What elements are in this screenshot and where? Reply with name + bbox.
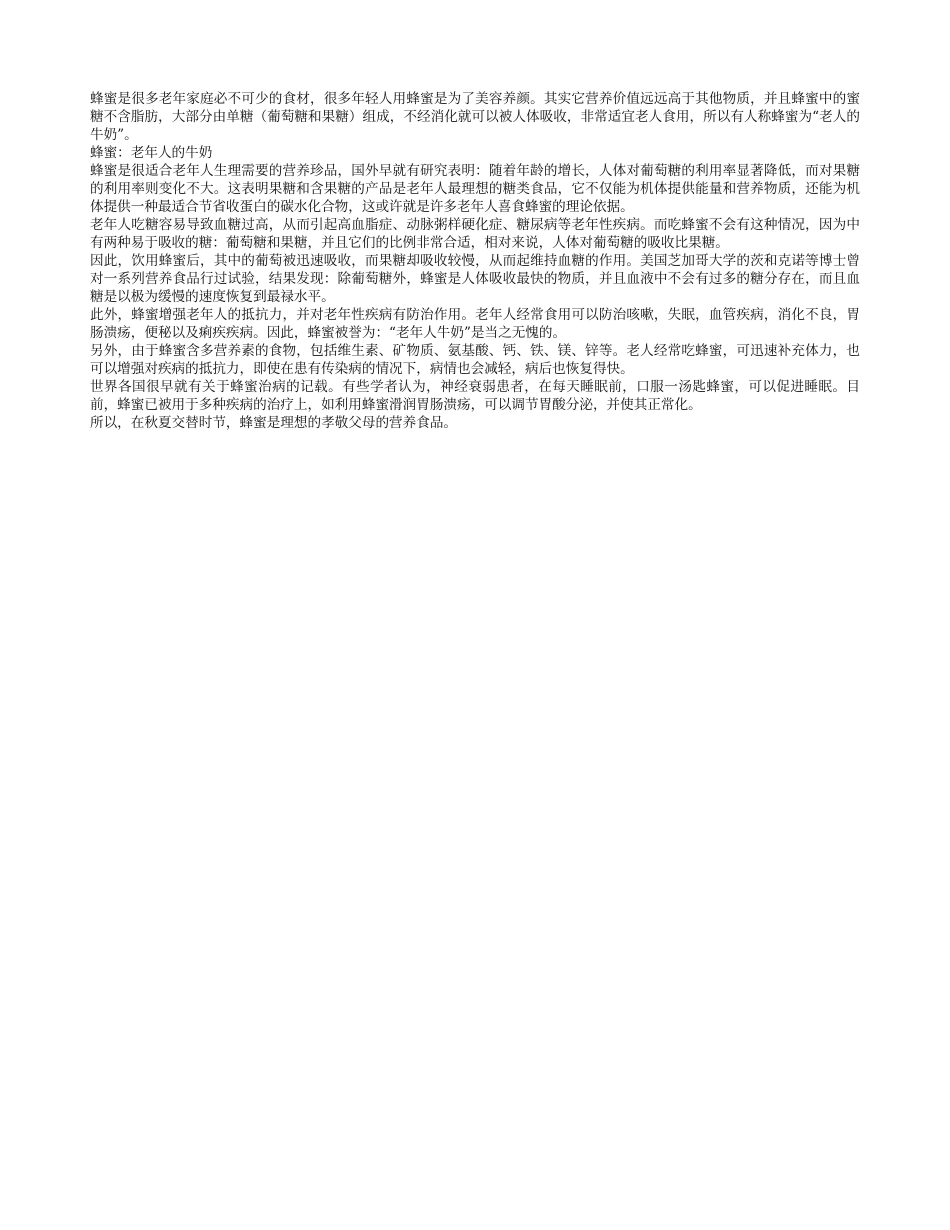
closing-paragraph: 所以，在秋夏交替时节，蜂蜜是理想的孝敬父母的营养食品。 — [90, 415, 458, 431]
document-body — [90, 90, 860, 432]
body-paragraph: 蜂蜜是很适合老年人生理需要的营养珍品，国外早就有研究表明：随着年龄的增长，人体对葡萄糖的利用率显著降低，而对果糖的利用率则变化不大。这表明果糖和含果糖的产品是老年人最理想的糖类食品，它不仅能为机体提供能量和营养物质，还能为机体提供一种最适合节省收蛋白的碳水化合物，这或许就是许多老年人喜食蜂蜜的理论依据。 — [90, 163, 860, 215]
section-heading: 蜂蜜：老年人的牛奶 — [90, 145, 213, 161]
body-paragraph: 老年人吃糖容易导致血糖过高，从而引起高血脂症、动脉粥样硬化症、糖尿病等老年性疾病。而吃蜂蜜不会有这种情况，因为中有两种易于吸收的糖：葡萄糖和果糖，并且它们的比例非常合适，相对来说，人体对葡萄糖的吸收比果糖。 — [90, 217, 860, 251]
body-paragraph: 因此，饮用蜂蜜后，其中的葡萄被迅速吸收，而果糖却吸收较慢，从而起维持血糖的作用。美国芝加哥大学的茨和克诺等博士曾对一系列营养食品行过试验，结果发现：除葡萄糖外，蜂蜜是人体吸收最快的物质，并且血液中不会有过多的糖分存在，而且血糖是以极为缓慢的速度恢复到最禄水平。 — [90, 253, 860, 305]
body-paragraph: 此外，蜂蜜增强老年人的抵抗力，并对老年性疾病有防治作用。老年人经常食用可以防治咳嗽，失眠，血管疾病，消化不良，胃肠溃疡，便秘以及痢疾疾病。因此，蜂蜜被誉为：“老年人牛奶”是当之无愧的。 — [90, 307, 860, 341]
intro-paragraph: 蜂蜜是很多老年家庭必不可少的食材，很多年轻人用蜂蜜是为了美容养颜。其实它营养价值远远高于其他物质，并且蜂蜜中的蜜糖不含脂肪，大部分由单糖（葡萄糖和果糖）组成，不经消化就可以被人体吸收，非常适宜老人食用，所以有人称蜂蜜为“老人的牛奶”。 — [90, 91, 860, 143]
body-paragraph: 另外，由于蜂蜜含多营养素的食物，包括维生素、矿物质、氨基酸、钙、铁、镁、锌等。老人经常吃蜂蜜，可迅速补充体力，也可以增强对疾病的抵抗力，即使在患有传染病的情况下，病情也会减轻，病后也恢复得快。 — [90, 343, 860, 377]
body-paragraph: 世界各国很早就有关于蜂蜜治病的记载。有些学者认为，神经衰弱患者，在每天睡眠前，口服一汤匙蜂蜜，可以促进睡眠。目前，蜂蜜已被用于多种疾病的治疗上，如利用蜂蜜滑润胃肠溃疡，可以调节胃酸分泌，并使其正常化。 — [90, 379, 860, 413]
